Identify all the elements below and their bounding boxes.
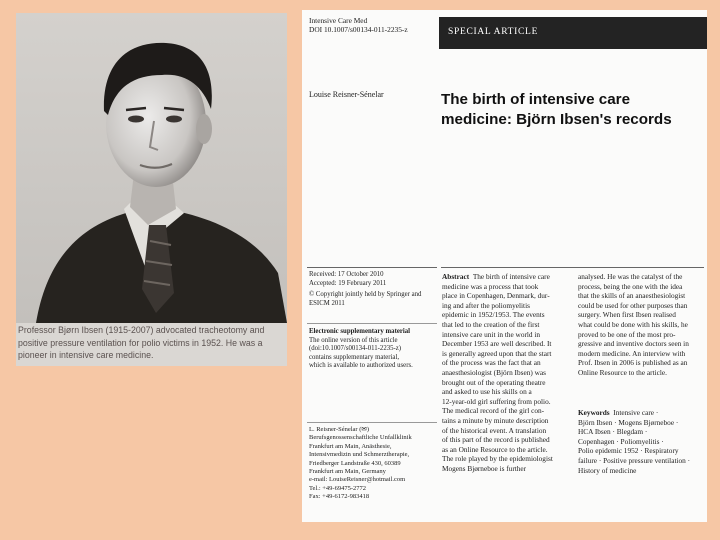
abstract-line: December 1953 are well described. It	[442, 339, 552, 349]
keywords-block	[578, 408, 704, 475]
article-dates	[309, 271, 437, 308]
article-author: Louise Reisner-Sénelar	[309, 90, 384, 99]
abstract-continued-column	[578, 272, 704, 378]
abstract-continued-line: gressive and inventive doctors seen in	[578, 339, 689, 349]
author-address	[309, 426, 437, 502]
article-title: The birth of intensive care medicine: Björn Ibsen's records	[441, 91, 672, 128]
divider-address	[307, 422, 437, 423]
abstract-line: of the process was the fact that an	[442, 358, 541, 368]
journal-info	[309, 16, 408, 34]
accepted-date: Accepted: 19 February 2011	[309, 279, 387, 287]
abstract-continued-line: what could be done with his skills, he	[578, 319, 688, 329]
abstract-line: The role played by the epidemiologist	[442, 454, 553, 464]
abstract-continued-line: modern medicine. An interview with	[578, 348, 686, 358]
esm-line: which is available to authorized users.	[309, 362, 413, 370]
journal-doi: DOI 10.1007/s00134-011-2235-z	[309, 25, 408, 34]
divider-left	[307, 267, 437, 268]
abstract-line: intensive care unit in the world in	[442, 329, 541, 339]
abstract-line: place in Copenhagen, Denmark, dur-	[442, 291, 550, 301]
abstract-line: anaesthesiologist (Björn Ibsen) was	[442, 367, 546, 377]
abstract-line: medicine was a process that took	[442, 281, 539, 291]
abstract-continued-line: Prof. Ibsen in 2006 is published as an	[578, 358, 688, 368]
abstract-line: of the historical event. A translation	[442, 425, 547, 435]
portrait-illustration	[16, 13, 287, 323]
abstract-label: Abstract	[442, 272, 470, 281]
address-line: Berufsgenossenschaftliche Unfallklinik	[309, 434, 412, 442]
abstract-line: of this part of the record is published	[442, 435, 550, 445]
abstract-continued-line: that the skills of an anaesthesiologist	[578, 291, 686, 301]
abstract-continued-line: could be used for other purposes than	[578, 300, 688, 310]
journal-name: Intensive Care Med	[309, 16, 368, 25]
abstract-line: 12-year-old girl suffering from polio.	[442, 396, 551, 406]
address-line: Intensivmedizin und Schmerztherapie,	[309, 451, 410, 459]
copyright-line-1: © Copyright jointly held by Springer and	[309, 291, 422, 298]
abstract-column	[442, 272, 574, 473]
address-line: L. Reisner-Sénelar (✉)	[309, 426, 370, 433]
address-line: Frankfurt am Main, Anästhesie,	[309, 442, 392, 450]
abstract-continued-line: Online Resource to the article.	[578, 367, 667, 377]
abstract-line: is generally agreed upon that the start	[442, 348, 552, 358]
address-line: Friedberger Landstraße 430, 60389	[309, 459, 401, 467]
abstract-line: Mogens Bjørneboe is further	[442, 463, 527, 473]
keywords-line: Copenhagen · Poliomyelitis ·	[578, 436, 664, 446]
abstract-continued-line: proved to be one of the most pro-	[578, 329, 676, 339]
email-link[interactable]: e-mail: LouiseReisner@hotmail.com	[309, 476, 406, 484]
keyword-text: Intensive care ·	[613, 408, 659, 417]
portrait-photo	[16, 13, 287, 323]
esm-doi-link[interactable]: (doi:10.1007/s00134-011-2235-z)	[309, 345, 402, 353]
abstract-line: The medical record of the girl con-	[442, 406, 545, 416]
abstract-line: tains a minute by minute description	[442, 415, 549, 425]
abstract-text: The birth of intensive care	[472, 272, 550, 281]
esm-heading: Electronic supplementary material	[309, 328, 411, 335]
section-banner	[439, 17, 707, 49]
divider-right	[441, 267, 704, 268]
keywords-label: Keywords	[578, 408, 610, 417]
esm-line: contains supplementary material,	[309, 353, 400, 361]
portrait-panel	[16, 13, 287, 366]
portrait-caption: Professor Bjørn Ibsen (1915-2007) advocated tracheotomy and positive pressure ventilation for polio victims in 1952. He was a pioneer in intensive care medicine.	[18, 325, 265, 361]
copyright-line-2: ESICM 2011	[309, 299, 345, 307]
abstract-line: ing and after the poliomyelitis	[442, 300, 530, 310]
abstract-line: brought out of the operating theatre	[442, 377, 546, 387]
keywords-line: Polio epidemic 1952 · Respiratory	[578, 446, 679, 456]
keywords-line: History of medicine	[578, 465, 637, 475]
abstract-line: as an Online Resource to the article.	[442, 444, 548, 454]
section-label: SPECIAL ARTICLE	[448, 27, 539, 37]
abstract-line: and asked to use his skills on a	[442, 387, 532, 397]
keywords-line: Björn Ibsen · Mogens Bjørneboe ·	[578, 417, 679, 427]
divider-esm	[307, 323, 437, 324]
received-date: Received: 17 October 2010	[309, 271, 384, 278]
keywords-line: HCA Ibsen · Blegdam ·	[578, 427, 648, 437]
esm-line: The online version of this article	[309, 336, 398, 344]
abstract-continued-line: analysed. He was the catalyst of the	[578, 272, 683, 281]
abstract-continued-line: surgery. When first Ibsen realised	[578, 310, 676, 320]
phone-line: Tel.: +49-69475-2772	[309, 484, 367, 492]
keywords-line-1	[578, 408, 704, 418]
abstract-line-1	[442, 272, 574, 282]
abstract-continued-line: process, being the one with the idea	[578, 281, 683, 291]
abstract-line: that led to the creation of the first	[442, 319, 540, 329]
article-page	[302, 10, 707, 522]
supplementary-material	[309, 328, 437, 371]
abstract-line: epidemic in 1952/1953. The events	[442, 310, 545, 320]
keywords-line: failure · Positive pressure ventilation ·	[578, 455, 691, 465]
fax-line: Fax: +49-6172-983418	[309, 493, 370, 501]
address-line: Frankfurt am Main, Germany	[309, 468, 386, 476]
